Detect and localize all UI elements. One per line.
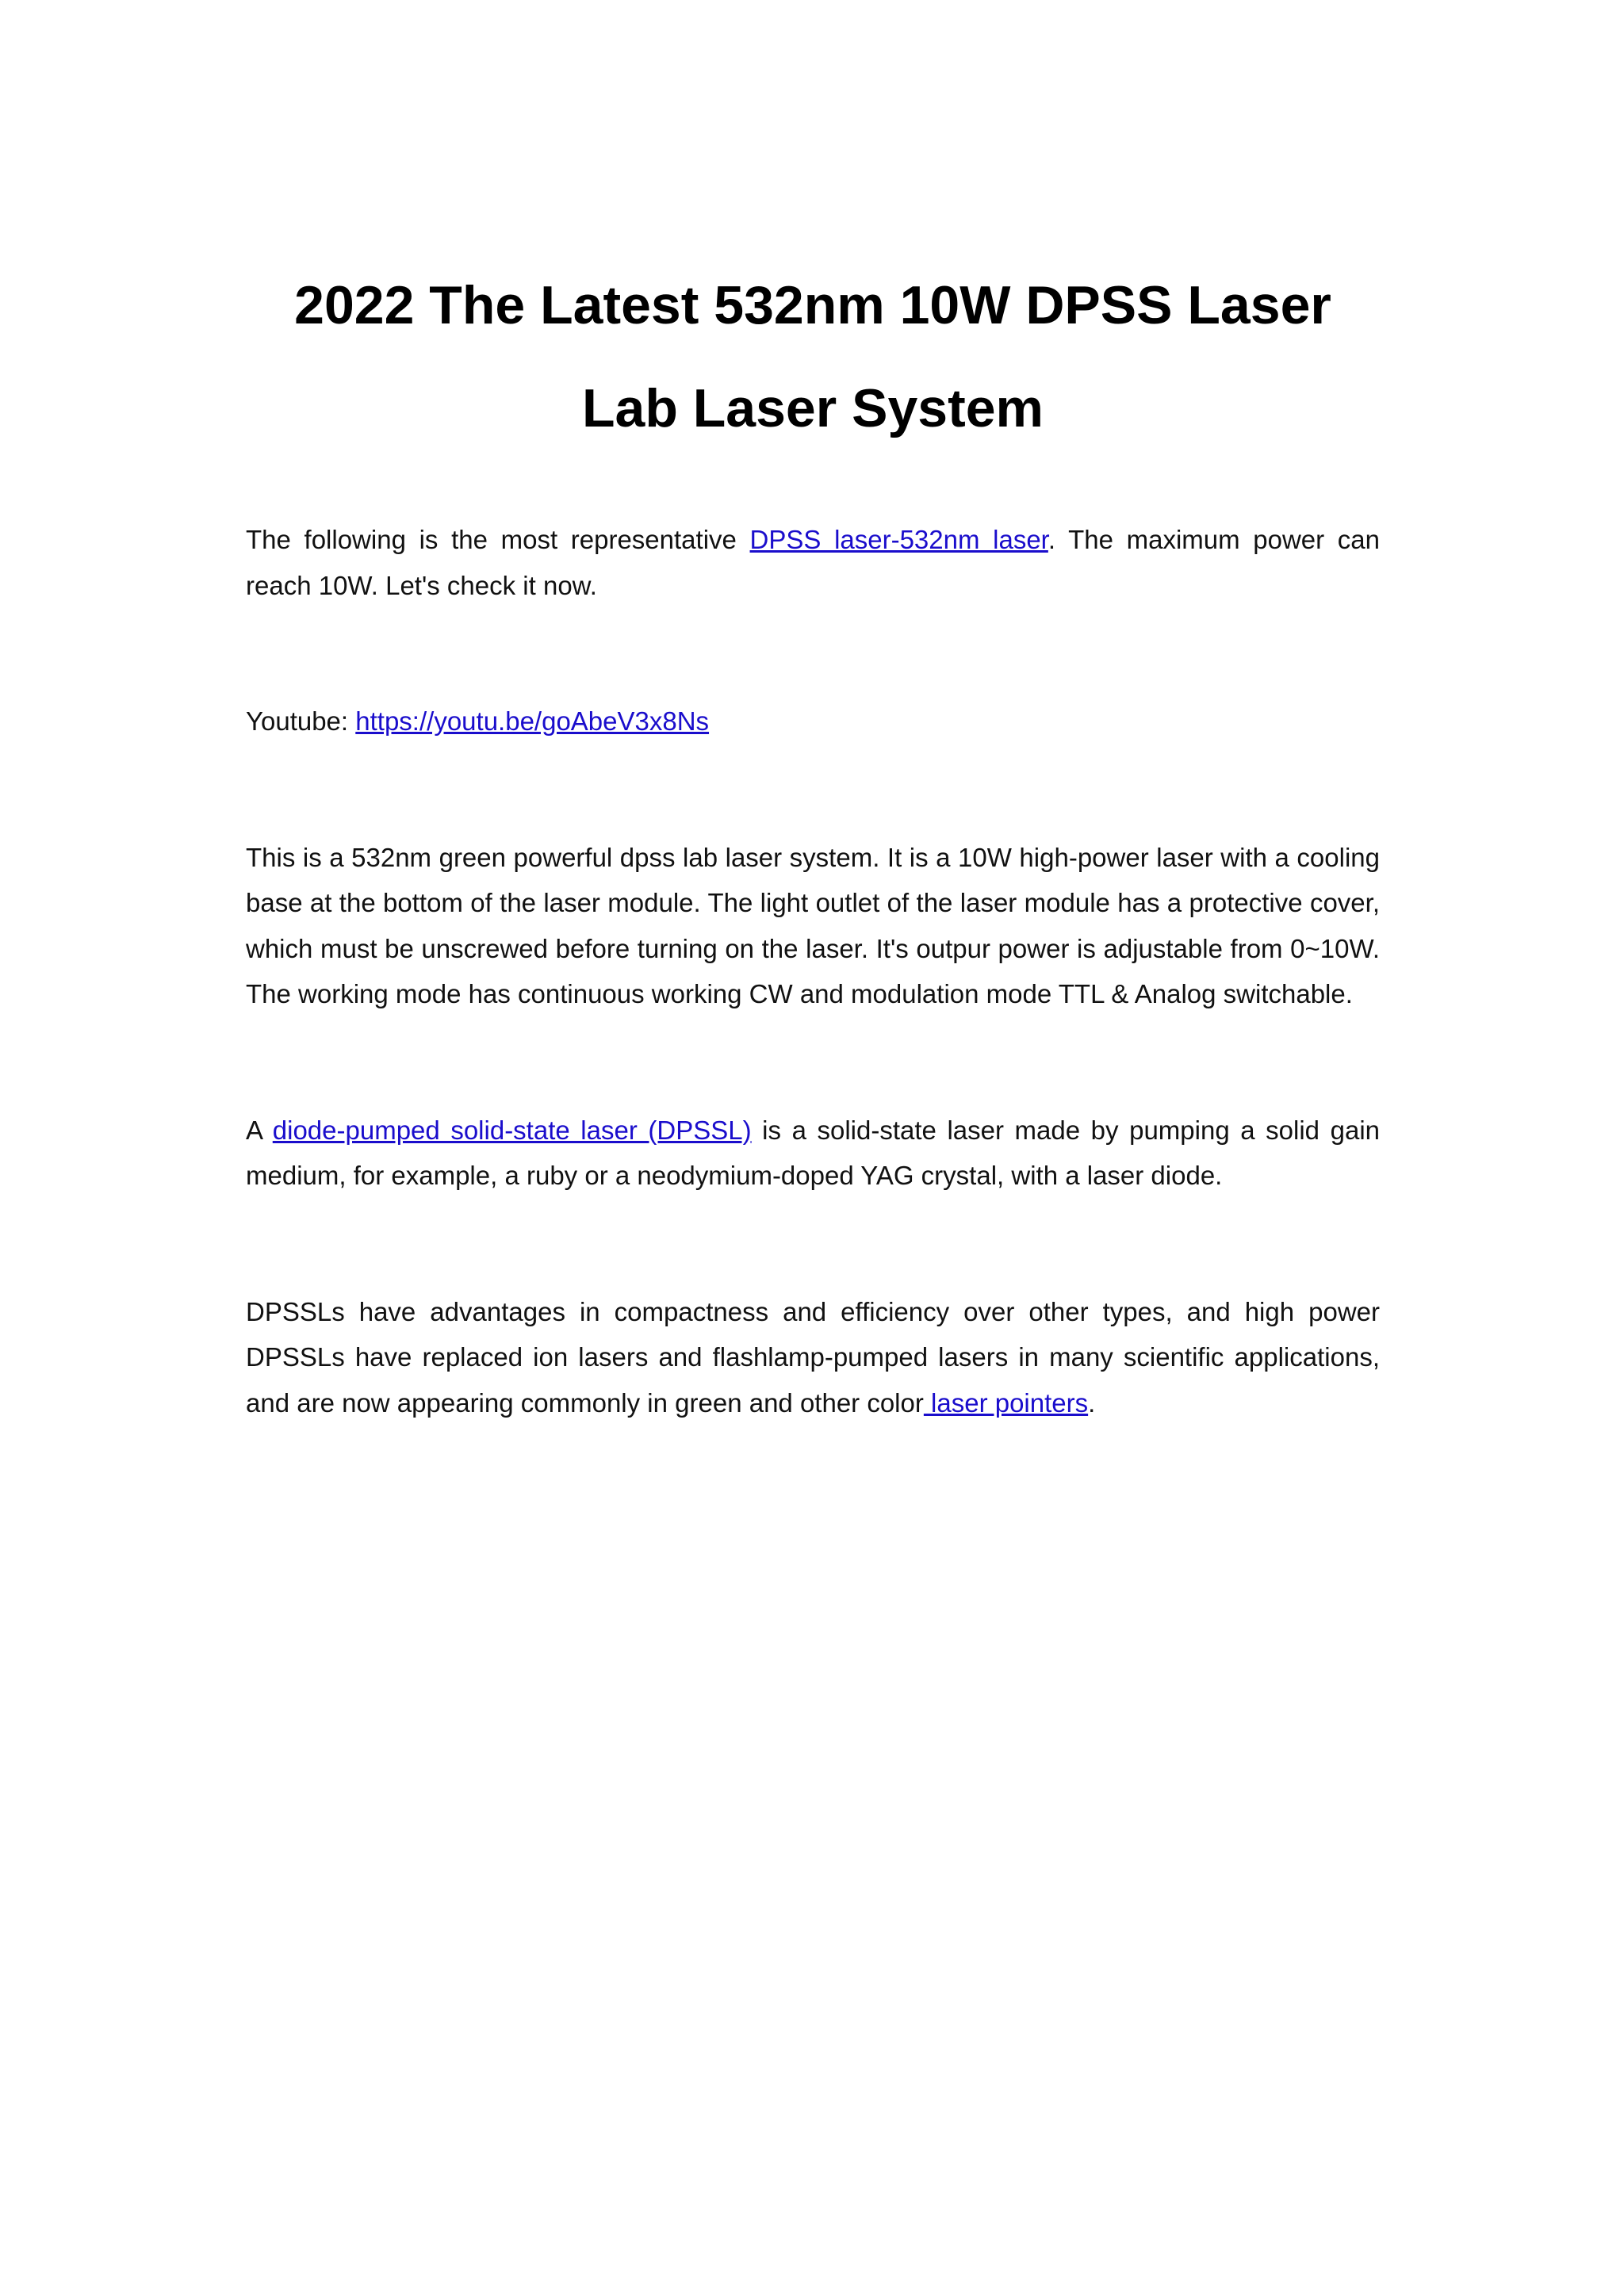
dpssl-text-before: A [246, 1115, 273, 1145]
intro-text-after: . The maximum power can reach 10W. Let's check it now. [246, 525, 1381, 600]
intro-text-before: The following is the most representative [246, 525, 750, 554]
document-body [246, 254, 1380, 1425]
advantages-text-after: . [1088, 1387, 1096, 1418]
dpssl-text-after: is a solid-state laser made by pumping a solid gain medium, for example, a ruby or a neodymium-doped YAG crystal, with a laser diode. [246, 1115, 1380, 1190]
youtube-label: Youtube: [246, 706, 356, 736]
advantages-paragraph [246, 1289, 1380, 1426]
youtube-paragraph [246, 698, 1380, 744]
dpss-laser-link[interactable]: DPSS laser-532nm laser [749, 525, 1048, 554]
description-paragraph: This is a 532nm green powerful dpss lab laser system. It is a 10W high-power laser with a cooling base at the bottom of the laser module. The light outlet of the laser module has a protective cover, which must be unscrewed before turning on the laser. It's outpur power is adjustable from 0~10W. The working mode has continuous working CW and modulation mode TTL & Analog switchable. [246, 842, 1380, 1008]
dpssl-paragraph [246, 1108, 1380, 1199]
document-title [246, 254, 1380, 460]
youtube-link[interactable]: https://youtu.be/goAbeV3x8Ns [355, 706, 710, 736]
laser-pointers-link[interactable]: laser pointers [923, 1387, 1089, 1418]
title-line-1: 2022 The Latest 532nm 10W DPSS Laser [294, 275, 1331, 335]
advantages-text-before: DPSSLs have advantages in compactness and efficiency over other types, and high power DPSSLs have replaced ion lasers and flashlamp-pumped lasers in many scientific applications, and are now appearing commonly in green and other color [246, 1296, 1380, 1418]
intro-paragraph [246, 517, 1380, 608]
dpssl-link[interactable]: diode-pumped solid-state laser (DPSSL) [272, 1115, 752, 1145]
title-line-2: Lab Laser System [581, 378, 1044, 438]
